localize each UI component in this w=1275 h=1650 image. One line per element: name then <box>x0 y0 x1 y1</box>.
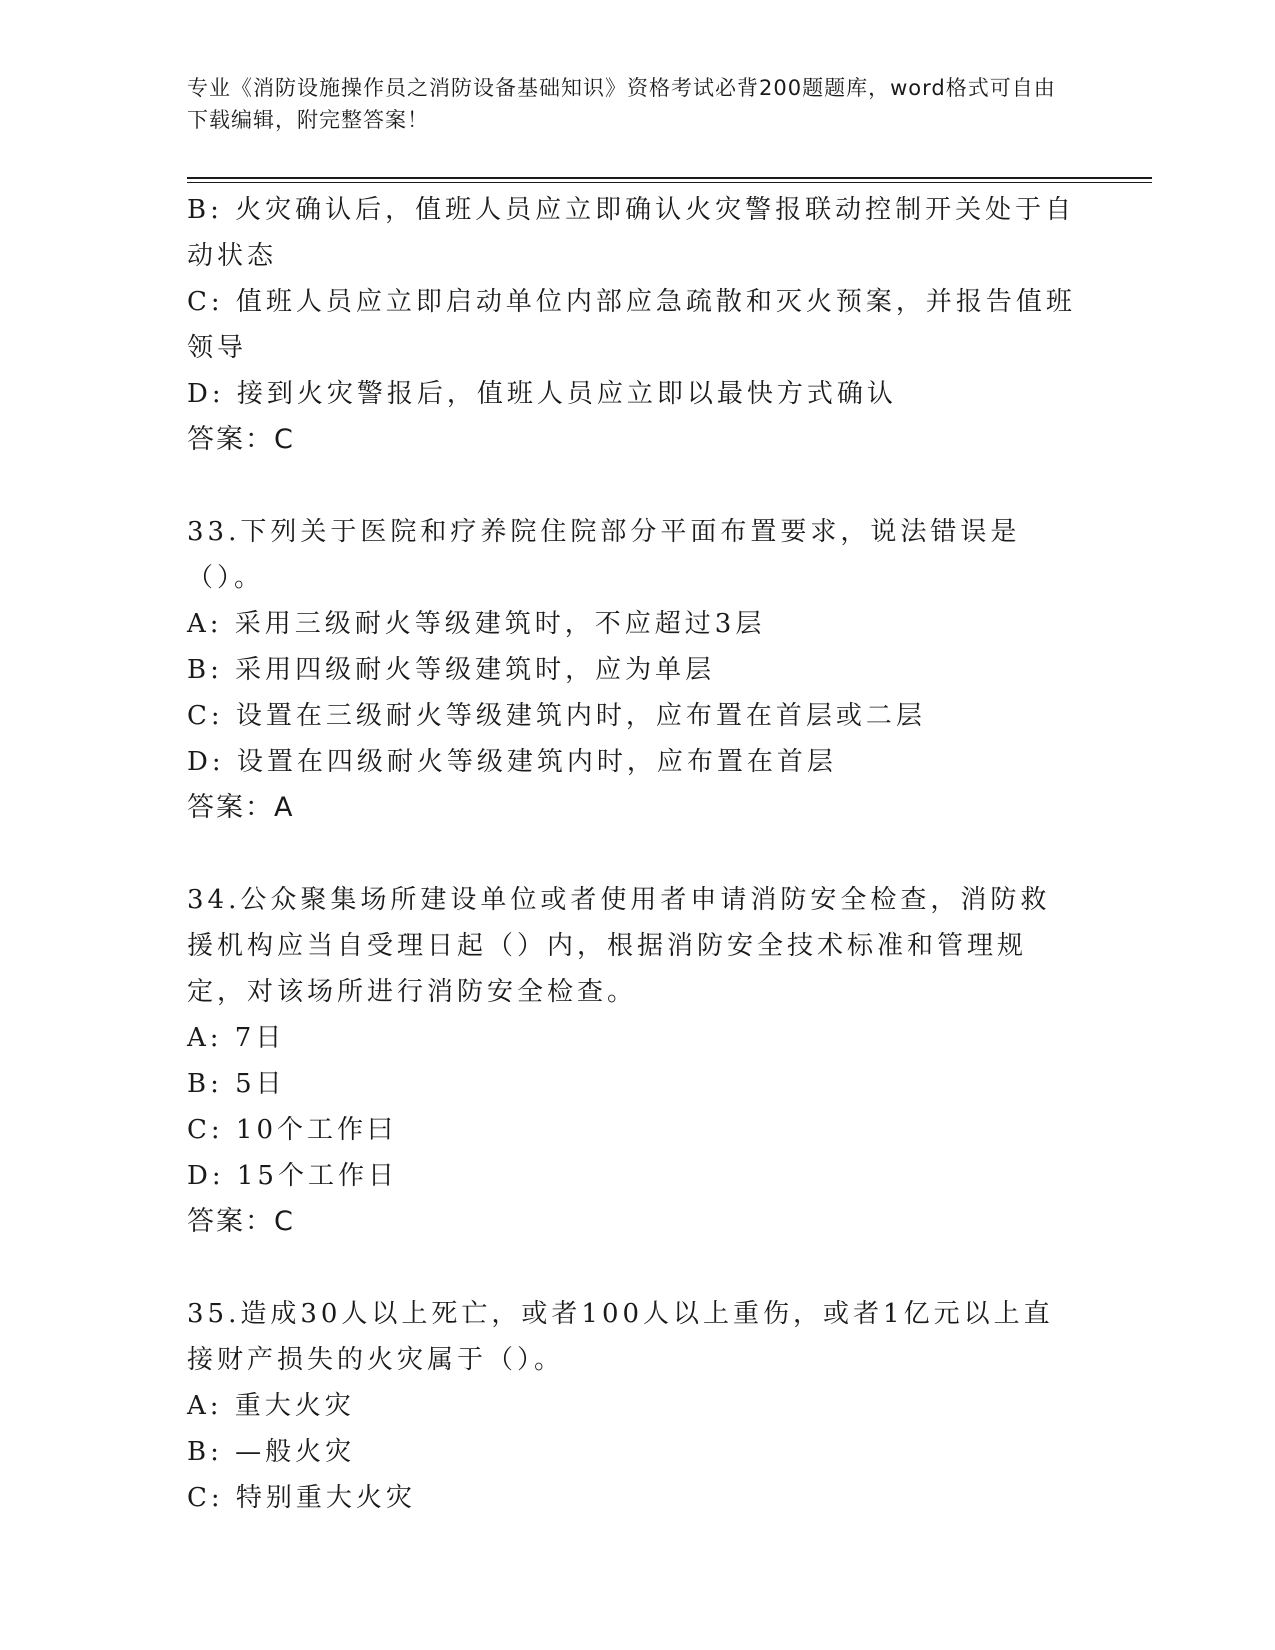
option-b: B: 采用四级耐火等级建筑时，应为单层 <box>187 655 716 685</box>
option-a: A: 重大火灾 <box>187 1391 355 1421</box>
option-a: A: 7日 <box>187 1023 286 1053</box>
document-header: 专业《消防设施操作员之消防设备基础知识》资格考试必背200题题库，word格式可自由下载编辑，附完整答案！ <box>187 76 1056 132</box>
option-c: C: 设置在三级耐火等级建筑内时，应布置在首层或二层 <box>187 701 926 731</box>
option-d: D: 接到火灾警报后，值班人员应立即以最快方式确认 <box>187 379 897 409</box>
option-d: D: 15个工作日 <box>187 1161 398 1191</box>
option-b: B: —般火灾 <box>187 1437 356 1467</box>
question-stem: 33.下列关于医院和疗养院住院部分平面布置要求，说法错误是（）。 <box>187 517 1021 593</box>
option-c: C: 值班人员应立即启动单位内部应急疏散和灭火预案，并报告值班领导 <box>187 287 1076 363</box>
answer-line: 答案：C <box>187 424 295 455</box>
header-divider-thick <box>187 177 1152 179</box>
option-a: A: 采用三级耐火等级建筑时，不应超过3层 <box>187 609 766 639</box>
question-continuation <box>187 187 1077 463</box>
answer-line: 答案：C <box>187 1206 295 1237</box>
option-b: B: 火灾确认后，值班人员应立即确认火灾警报联动控制开关处于自动状态 <box>187 195 1076 271</box>
question-35 <box>187 1291 1077 1521</box>
option-b: B: 5日 <box>187 1069 286 1099</box>
question-stem: 35.造成30人以上死亡，或者100人以上重伤，或者1亿元以上直接财产损失的火灾属于（）。 <box>187 1299 1054 1375</box>
question-content <box>187 187 1077 1521</box>
option-d: D: 设置在四级耐火等级建筑内时，应布置在首层 <box>187 747 837 777</box>
header-divider-thin <box>187 182 1152 183</box>
option-c: C: 特别重大火灾 <box>187 1483 416 1513</box>
answer-line: 答案：A <box>187 792 295 823</box>
option-c: C: 10个工作曰 <box>187 1115 398 1145</box>
question-stem: 34.公众聚集场所建设单位或者使用者申请消防安全检查，消防救援机构应当自受理日起（）内，根据消防安全技术标准和管理规定，对该场所进行消防安全检查。 <box>187 885 1051 1007</box>
question-33 <box>187 509 1077 831</box>
question-34 <box>187 877 1077 1245</box>
